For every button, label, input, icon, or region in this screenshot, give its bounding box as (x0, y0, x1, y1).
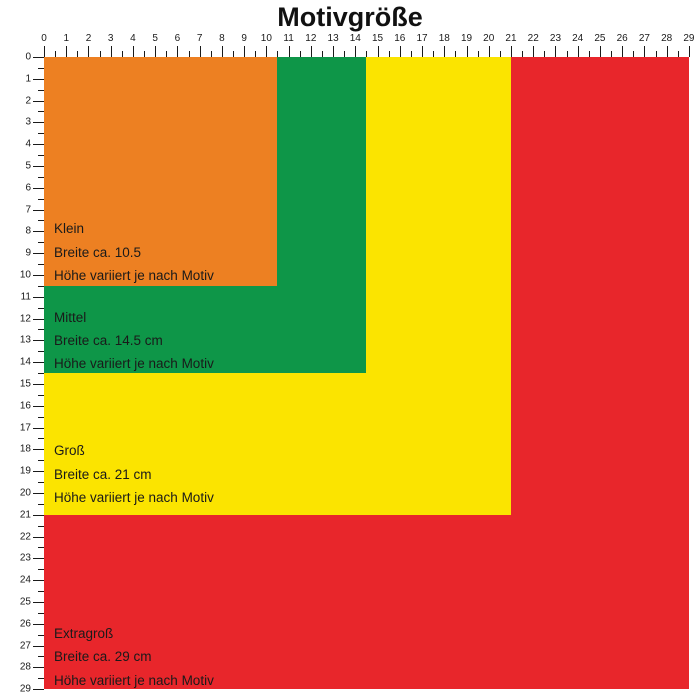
ruler-tick-major (33, 558, 44, 559)
label-klein-title: Klein (54, 221, 85, 236)
ruler-label-left: 16 (19, 400, 31, 412)
label-gross-width: Breite ca. 21 cm (54, 467, 152, 482)
ruler-label-left: 8 (25, 225, 31, 237)
ruler-tick-major (33, 101, 44, 102)
ruler-label-left: 18 (19, 443, 31, 455)
ruler-label-left: 23 (19, 552, 31, 564)
ruler-tick-major (33, 624, 44, 625)
ruler-tick-major (400, 46, 401, 57)
ruler-tick-major (33, 580, 44, 581)
ruler-label-left: 28 (19, 661, 31, 673)
ruler-tick-major (33, 297, 44, 298)
ruler-tick-major (33, 340, 44, 341)
ruler-tick-major (66, 46, 67, 57)
ruler-label-left: 5 (25, 160, 31, 172)
ruler-tick-major (244, 46, 245, 57)
ruler-label-top: 18 (438, 33, 450, 44)
label-klein-width: Breite ca. 10.5 (54, 245, 142, 260)
ruler-label-top: 27 (638, 33, 650, 44)
ruler-tick-major (133, 46, 134, 57)
label-extragross-note: Höhe variiert je nach Motiv (54, 673, 214, 688)
ruler-label-top: 28 (661, 33, 673, 44)
ruler-label-left: 27 (19, 640, 31, 651)
ruler-label-left: 6 (25, 182, 31, 194)
ruler-label-left: 22 (19, 531, 31, 543)
ruler-label-left: 2 (25, 95, 31, 107)
ruler-tick-major (33, 122, 44, 123)
ruler-tick-major (222, 46, 223, 57)
ruler-tick-major (355, 46, 356, 57)
ruler-label-top: 3 (107, 33, 114, 44)
ruler-label-left: 4 (25, 138, 31, 150)
ruler-label-left: 14 (19, 356, 31, 368)
ruler-tick-major (44, 46, 45, 57)
ruler-tick-major (378, 46, 379, 57)
ruler-label-top: 6 (174, 33, 181, 44)
ruler-tick-major (289, 46, 290, 57)
ruler-label-left: 3 (25, 116, 31, 128)
ruler-tick-major (600, 46, 601, 57)
ruler-label-top: 21 (505, 33, 517, 44)
ruler-label-top: 8 (219, 33, 225, 44)
ruler-tick-major (511, 46, 512, 57)
ruler-tick-major (33, 57, 44, 58)
plot-area (44, 57, 700, 700)
ruler-label-left: 11 (20, 291, 31, 303)
ruler-label-left: 7 (25, 204, 31, 216)
ruler-label-left: 1 (25, 73, 31, 85)
ruler-label-top: 20 (483, 33, 495, 44)
label-extragross-width: Breite ca. 29 cm (54, 649, 152, 664)
ruler-tick-major (33, 537, 44, 538)
ruler-label-top: 29 (683, 33, 695, 44)
ruler-tick-major (533, 46, 534, 57)
ruler-tick-major (88, 46, 89, 57)
ruler-tick-major (311, 46, 312, 57)
ruler-label-top: 22 (527, 33, 539, 44)
ruler-tick-major (33, 449, 44, 450)
ruler-tick-major (33, 210, 44, 211)
ruler-label-top: 17 (416, 33, 428, 44)
ruler-tick-major (33, 493, 44, 494)
ruler-label-left: 13 (19, 334, 31, 346)
ruler-tick-major (467, 46, 468, 57)
ruler-tick-major (33, 689, 44, 690)
ruler-label-top: 15 (371, 33, 384, 44)
ruler-tick-major (33, 646, 44, 647)
ruler-label-top: 1 (63, 33, 70, 44)
ruler-tick-major (578, 46, 579, 57)
ruler-tick-major (555, 46, 556, 57)
ruler-label-left: 21 (19, 509, 31, 521)
ruler-label-top: 24 (572, 33, 584, 44)
ruler-tick-major (33, 471, 44, 472)
ruler-label-left: 15 (19, 378, 31, 390)
ruler-tick-major (622, 46, 623, 57)
ruler-tick-major (33, 406, 44, 407)
ruler-tick-major (33, 515, 44, 516)
ruler-tick-major (33, 319, 44, 320)
ruler-label-top: 16 (394, 33, 406, 44)
ruler-tick-major (33, 188, 44, 189)
ruler-tick-major (33, 275, 44, 276)
ruler-label-top: 2 (85, 33, 92, 44)
ruler-label-top: 0 (41, 33, 47, 44)
ruler-tick-major (33, 166, 44, 167)
ruler-vertical (0, 51, 44, 700)
ruler-tick-major (489, 46, 490, 57)
ruler-tick-major (33, 362, 44, 363)
label-gross-note: Höhe variiert je nach Motiv (54, 490, 214, 505)
ruler-tick-major (155, 46, 156, 57)
ruler-label-top: 19 (460, 33, 473, 44)
ruler-tick-major (33, 602, 44, 603)
ruler-label-top: 4 (130, 33, 136, 44)
ruler-tick-major (111, 46, 112, 57)
ruler-tick-major (33, 428, 44, 429)
ruler-label-left: 12 (19, 313, 31, 325)
ruler-label-left: 25 (19, 596, 31, 608)
ruler-tick-major (33, 667, 44, 668)
label-gross-title: Groß (54, 443, 85, 458)
ruler-horizontal (41, 33, 700, 57)
ruler-label-left: 17 (19, 422, 31, 434)
ruler-label-top: 5 (152, 33, 158, 44)
ruler-label-top: 23 (549, 33, 562, 44)
label-extragross-title: Extragroß (54, 626, 114, 641)
ruler-tick-major (422, 46, 423, 57)
ruler-label-top: 7 (196, 33, 203, 44)
ruler-label-top: 11 (283, 33, 294, 44)
label-klein-note: Höhe variiert je nach Motiv (54, 268, 214, 283)
ruler-label-left: 19 (19, 465, 31, 477)
ruler-tick-major (200, 46, 201, 57)
ruler-tick-major (689, 46, 690, 57)
ruler-label-left: 26 (19, 618, 31, 630)
ruler-label-top: 25 (594, 33, 606, 44)
page-title: Motivgröße (277, 2, 423, 32)
ruler-tick-major (444, 46, 445, 57)
ruler-label-top: 12 (305, 33, 317, 44)
ruler-label-top: 10 (260, 33, 272, 44)
ruler-label-left: 0 (25, 51, 31, 63)
label-mittel-title: Mittel (54, 310, 87, 325)
ruler-label-left: 24 (19, 574, 31, 586)
ruler-tick-major (33, 384, 44, 385)
ruler-label-left: 20 (19, 487, 31, 499)
ruler-tick-major (667, 46, 668, 57)
ruler-tick-major (33, 253, 44, 254)
ruler-tick-major (333, 46, 334, 57)
ruler-tick-major (644, 46, 645, 57)
ruler-label-top: 26 (616, 33, 628, 44)
label-mittel-width: Breite ca. 14.5 cm (54, 333, 163, 348)
ruler-tick-major (33, 231, 44, 232)
ruler-tick-major (33, 144, 44, 145)
ruler-tick-major (177, 46, 178, 57)
ruler-label-left: 9 (25, 247, 31, 259)
ruler-label-top: 13 (327, 33, 339, 44)
ruler-tick-major (33, 79, 44, 80)
ruler-tick-major (266, 46, 267, 57)
label-mittel-note: Höhe variiert je nach Motiv (54, 356, 214, 371)
ruler-label-top: 9 (241, 33, 247, 44)
ruler-label-top: 14 (349, 33, 361, 44)
ruler-label-left: 10 (19, 269, 31, 281)
ruler-label-left: 29 (19, 683, 31, 695)
